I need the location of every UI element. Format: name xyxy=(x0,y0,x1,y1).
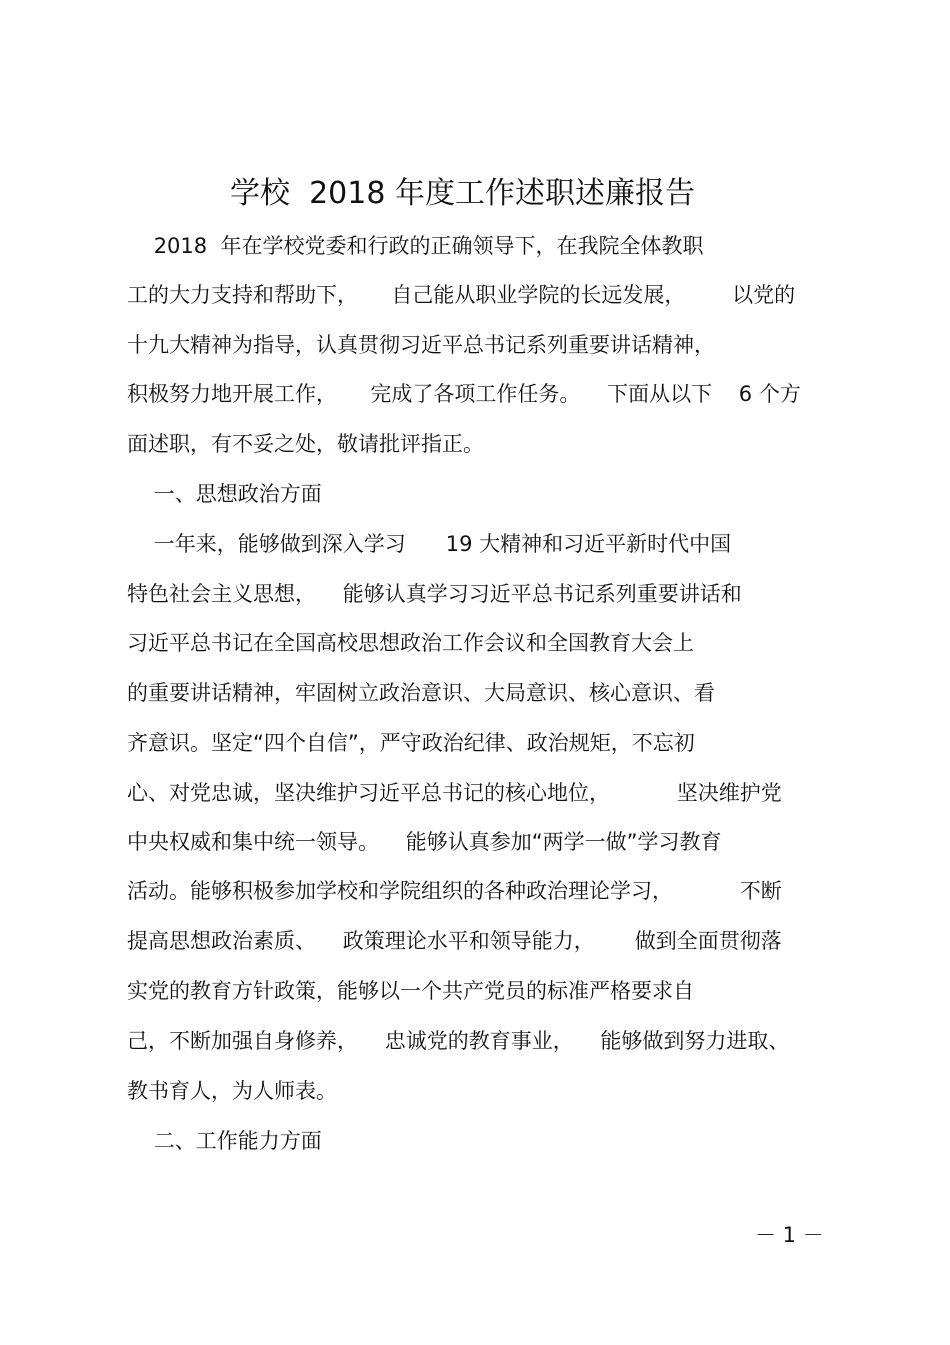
body-line: 十九大精神为指导，认真贯彻习近平总书记系列重要讲话精神， xyxy=(127,333,715,357)
body-line: 心、对党忠诚，坚决维护习近平总书记的核心地位， 坚决维护党 xyxy=(127,781,782,805)
body-line: 一年来，能够做到深入学习 19 大精神和习近平新时代中国 xyxy=(127,532,732,556)
body-line: 的重要讲话精神，牢固树立政治意识、大局意识、核心意识、看 xyxy=(127,681,715,705)
body-line: 提高思想政治素质、 政策理论水平和领导能力， 做到全面贯彻落 xyxy=(127,929,782,953)
body-line: 面述职，有不妥之处，敬请批评指正。 xyxy=(127,432,484,456)
body-line: 己，不断加强自身修养， 忠诚党的教育事业， 能够做到努力进取、 xyxy=(127,1029,790,1053)
section-heading: 一、思想政治方面 xyxy=(127,482,322,506)
body-line: 2018 年在学校党委和行政的正确领导下，在我院全体教职 xyxy=(127,234,704,258)
body-line: 实党的教育方针政策，能够以一个共产党员的标准严格要求自 xyxy=(127,979,694,1003)
body-line: 齐意识。坚定“四个自信”，严守政治纪律、政治规矩，不忘初 xyxy=(127,731,695,755)
page-number: － 1 － xyxy=(755,1223,824,1247)
section-heading: 二、工作能力方面 xyxy=(127,1129,322,1153)
body-line: 活动。能够积极参加学校和学院组织的各种政治理论学习， 不断 xyxy=(127,879,782,903)
body-line: 特色社会主义思想， 能够认真学习习近平总书记系列重要讲话和 xyxy=(127,582,742,606)
page-title: 学校 2018 年度工作述职述廉报告 xyxy=(230,176,695,211)
body-line: 教书育人，为人师表。 xyxy=(127,1079,337,1103)
body-line: 积极努力地开展工作， 完成了各项工作任务。 下面从以下 6 个方 xyxy=(127,382,801,406)
body-line: 工的大力支持和帮助下， 自己能从职业学院的长远发展， 以党的 xyxy=(127,283,796,307)
body-line: 中央权威和集中统一领导。 能够认真参加“两学一做”学习教育 xyxy=(127,830,722,854)
body-line: 习近平总书记在全国高校思想政治工作会议和全国教育大会上 xyxy=(127,631,694,655)
